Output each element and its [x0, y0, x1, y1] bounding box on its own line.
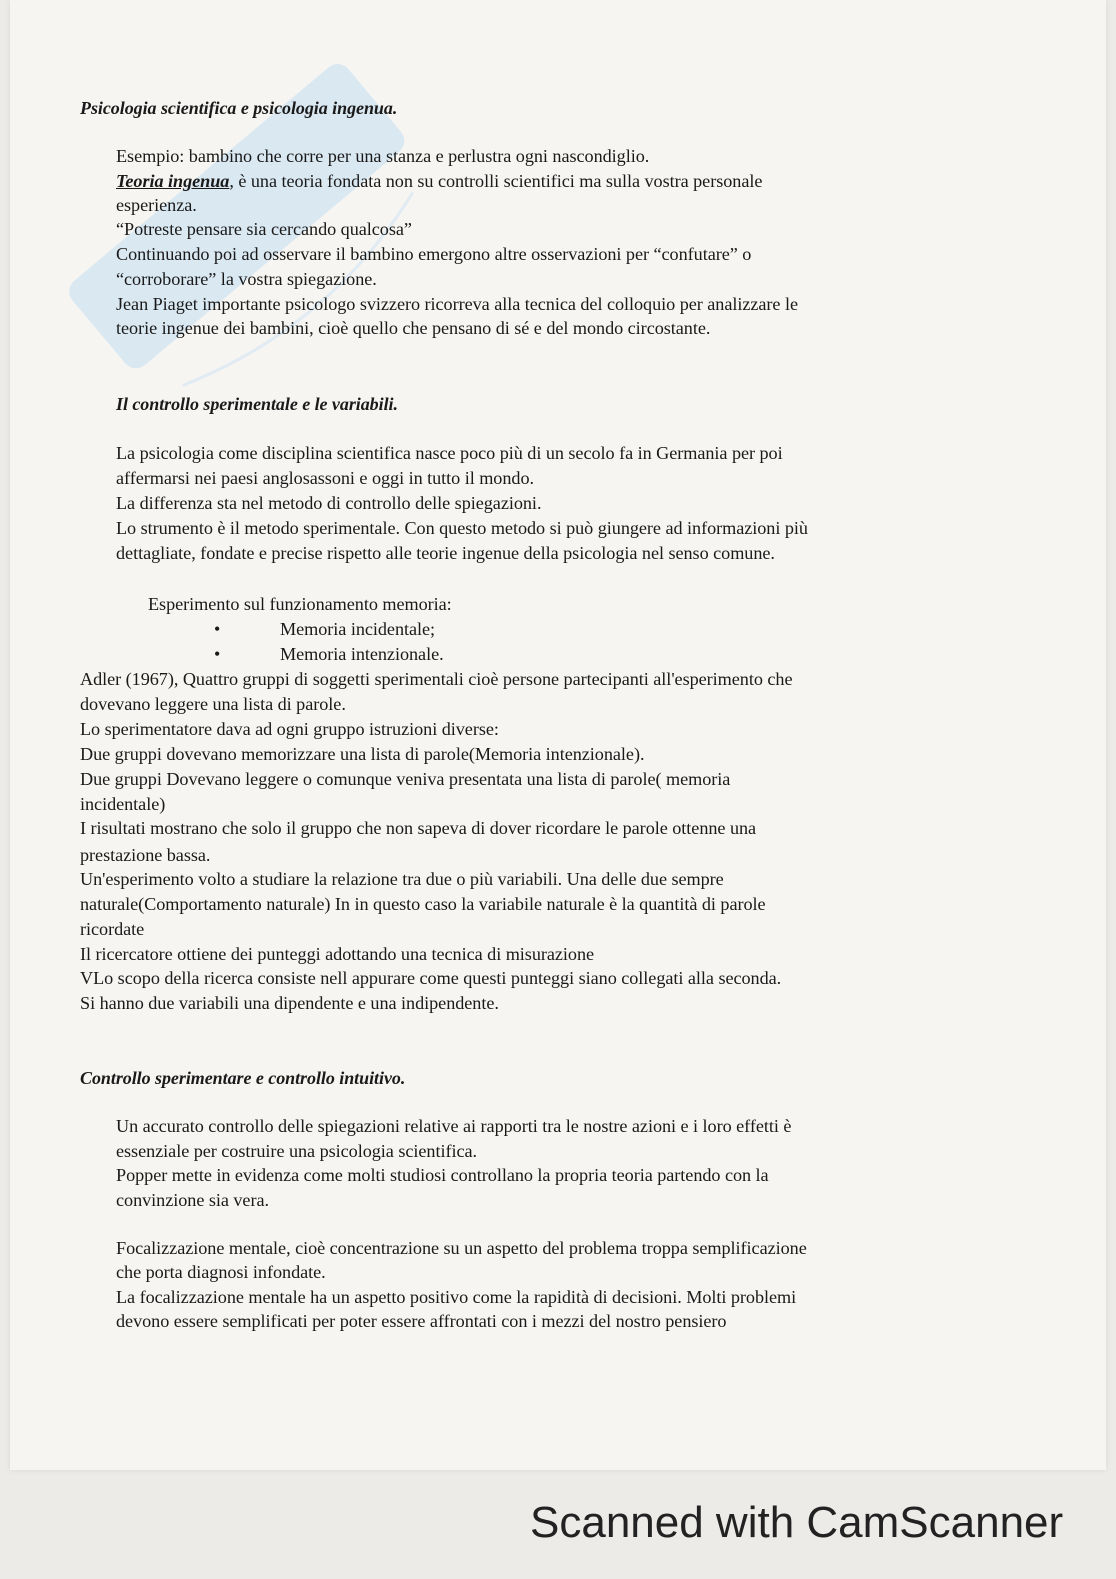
body-line: incidentale): [80, 794, 166, 814]
section3-heading: Controllo sperimentare e controllo intuitivo.: [80, 1068, 406, 1088]
bullet-item: Memoria intenzionale.: [280, 644, 444, 664]
body-line: Adler (1967), Quattro gruppi di soggetti sperimentali cioè persone partecipanti all'esperimento che: [80, 669, 793, 689]
body-line: naturale(Comportamento naturale) In in questo caso la variabile naturale è la quantità di parole: [80, 894, 766, 914]
experiment-title: Esperimento sul funzionamento memoria:: [148, 594, 452, 614]
section3-line: La focalizzazione mentale ha un aspetto positivo come la rapidità di decisioni. Molti problemi: [116, 1287, 797, 1307]
body-line: Si hanno due variabili una dipendente e una indipendente.: [80, 993, 499, 1013]
body-line: Un'esperimento volto a studiare la relazione tra due o più variabili. Una delle due sempre: [80, 869, 724, 889]
section2-heading: Il controllo sperimentale e le variabili.: [116, 394, 398, 414]
section3-line: Popper mette in evidenza come molti studiosi controllano la propria teoria partendo con la: [116, 1165, 769, 1185]
body-line: Due gruppi dovevano memorizzare una lista di parole(Memoria intenzionale).: [80, 744, 645, 764]
body-line: prestazione bassa.: [80, 845, 211, 865]
section2-line: dettagliate, fondate e precise rispetto alle teorie ingenue della psicologia nel senso comune.: [116, 543, 775, 563]
section1-line: esperienza.: [116, 195, 197, 215]
section2-line: La psicologia come disciplina scientifica nasce poco più di un secolo fa in Germania per poi: [116, 443, 783, 463]
body-line: ricordate: [80, 919, 145, 939]
section2-line: Lo strumento è il metodo sperimentale. Con questo metodo si può giungere ad informazioni più: [116, 518, 808, 538]
section1-line: Esempio: bambino che corre per una stanza e perlustra ogni nascondiglio.: [116, 146, 650, 166]
body-line: dovevano leggere una lista di parole.: [80, 694, 346, 714]
body-line: Due gruppi Dovevano leggere o comunque veniva presentata una lista di parole( memoria: [80, 769, 731, 789]
body-line: I risultati mostrano che solo il gruppo che non sapeva di dover ricordare le parole ottenne una: [80, 818, 757, 838]
section3-line: Focalizzazione mentale, cioè concentrazione su un aspetto del problema troppa semplificazione: [116, 1238, 807, 1258]
section2-line: affermarsi nei paesi anglosassoni e oggi in tutto il mondo.: [116, 468, 534, 488]
body-line: Il ricercatore ottiene dei punteggi adottando una tecnica di misurazione: [80, 944, 595, 964]
underlined-term: Teoria ingenua: [116, 171, 230, 191]
section1-line-rest: , è una teoria fondata non su controlli scientifici ma sulla vostra personale: [229, 171, 763, 191]
section3-line: che porta diagnosi infondate.: [116, 1262, 326, 1282]
section1-line: Jean Piaget importante psicologo svizzero ricorreva alla tecnica del colloquio per analizzare le: [116, 294, 798, 314]
bullet-dot-icon: •: [214, 619, 221, 639]
section1-line: Continuando poi ad osservare il bambino emergono altre osservazioni per “confutare” o: [116, 244, 752, 264]
section1-line: “Potreste pensare sia cercando qualcosa”: [116, 219, 412, 239]
section1-line: teorie ingenue dei bambini, cioè quello che pensano di sé e del mondo circostante.: [116, 318, 711, 338]
section3-line: devono essere semplificati per poter essere affrontati con i mezzi del nostro pensiero: [116, 1311, 727, 1331]
section3-line: convinzione sia vera.: [116, 1190, 269, 1210]
section3-line: Un accurato controllo delle spiegazioni relative ai rapporti tra le nostre azioni e i loro effetti è: [116, 1116, 792, 1136]
section1-line: [116, 171, 762, 192]
camscanner-footer: Scanned with CamScanner: [530, 1498, 1064, 1547]
section3-line: essenziale per costruire una psicologia scientifica.: [116, 1141, 477, 1161]
section1-heading: Psicologia scientifica e psicologia ingenua.: [80, 98, 398, 118]
section1-line: “corroborare” la vostra spiegazione.: [116, 269, 377, 289]
body-line: Lo sperimentatore dava ad ogni gruppo istruzioni diverse:: [80, 719, 499, 739]
bullet-dot-icon: •: [214, 644, 221, 664]
scanned-page: [10, 0, 1106, 1470]
body-line: VLo scopo della ricerca consiste nell appurare come questi punteggi siano collegati alla seconda.: [80, 968, 782, 988]
bullet-item: Memoria incidentale;: [280, 619, 436, 639]
section2-line: La differenza sta nel metodo di controllo delle spiegazioni.: [116, 493, 542, 513]
